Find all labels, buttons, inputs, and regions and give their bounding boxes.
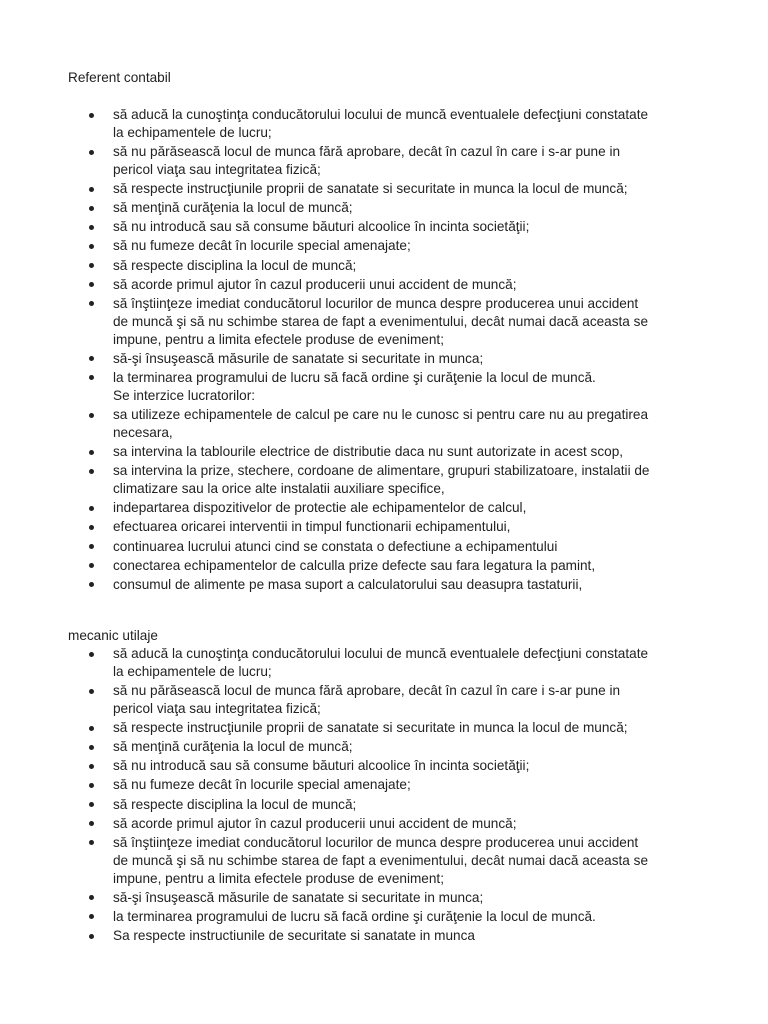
list-item-text: consumul de alimente pe masa suport a calculatorului sau deasupra tastaturii, (113, 576, 583, 592)
bullet-icon (89, 745, 94, 750)
list-item (0, 757, 768, 775)
list-item-text: să înştiinţeze imediat conducătorul locurilor de munca despre producerea unui accident de muncă şi să nu schimbe starea de fapt a evenimentului, decât numai dacă aceasta se impune, pentru a limita efectele produse de eveniment; (113, 834, 649, 886)
list-item (0, 237, 768, 255)
list-item (0, 557, 768, 575)
list-item (0, 199, 768, 217)
list-item-text: Sa respecte instructiunile de securitate si sanatate in munca (113, 928, 475, 944)
list-item (0, 143, 768, 179)
list-item (0, 406, 768, 442)
list-item-text: să-şi însuşească măsurile de sanatate si securitate in munca; (113, 350, 484, 366)
bullet-icon (89, 895, 94, 900)
list-item (0, 218, 768, 236)
list-item-text: să aducă la cunoştinţa conducătorului locului de muncă eventualele defecţiuni constatate la echipamentele de lucru; (113, 646, 649, 679)
bullet-icon (89, 506, 94, 511)
list-item (0, 927, 768, 945)
bullet-icon (89, 450, 94, 455)
list-item (0, 443, 768, 461)
bullet-icon (89, 301, 94, 306)
list-item (0, 776, 768, 794)
list-item (0, 815, 768, 833)
list-item (0, 106, 768, 142)
list-item-text: să nu introducă sau să consume băuturi alcoolice în incinta societăţii; (113, 758, 530, 774)
list-item (0, 295, 768, 349)
bullet-icon (89, 282, 94, 287)
bullet-icon (89, 187, 94, 192)
bullet-icon (89, 263, 94, 268)
bullet-icon (89, 375, 94, 380)
list-item-text: să respecte disciplina la locul de muncă; (113, 257, 357, 273)
list-item (0, 499, 768, 517)
list-item-text: să nu fumeze decât în locurile special amenajate; (113, 777, 411, 793)
list-item-text: sa intervina la prize, stechere, cordoane de alimentare, grupuri stabilizatoare, instalatii de climatizare sau la orice alte instalatii auxiliare specifice, (113, 463, 650, 497)
list-item (0, 462, 768, 498)
list-item (0, 538, 768, 556)
list-item (0, 908, 768, 926)
list-item-text: să-şi însuşească măsurile de sanatate si securitate in munca; (113, 889, 484, 905)
list-item-text: efectuarea oricarei interventii in timpul functionarii echipamentului, (113, 519, 511, 535)
list-item-text: continuarea lucrului atunci cind se constata o defectiune a echipamentului (113, 538, 558, 554)
bullet-icon (89, 113, 94, 118)
list-item-text: să respecte instrucţiunile proprii de sanatate si securitate in munca la locul de muncă; (113, 181, 628, 197)
list-item (0, 576, 768, 594)
list-item (0, 257, 768, 275)
bullet-icon (89, 840, 94, 845)
bullet-icon (89, 764, 94, 769)
list-item (0, 834, 768, 888)
list-item-text: să acorde primul ajutor în cazul producerii unui accident de muncă; (113, 815, 517, 831)
list-item (0, 738, 768, 756)
bullet-icon (89, 150, 94, 155)
bullet-icon (89, 783, 94, 788)
bullet-icon (89, 206, 94, 211)
list-item-text: indepartarea dispozitivelor de protectie ale echipamentelor de calcul, (113, 500, 527, 516)
bullet-icon (89, 652, 94, 657)
section-title-mecanic-utilaje: mecanic utilaje (68, 628, 158, 643)
list-item-text: conectarea echipamentelor de calculla prize defecte sau fara legatura la pamint, (113, 557, 596, 573)
list-item (0, 180, 768, 198)
bullet-icon (89, 726, 94, 731)
list-item-text: să acorde primul ajutor în cazul producerii unui accident de muncă; (113, 276, 517, 292)
bullet-icon (89, 356, 94, 361)
list-item-text: să nu părăsească locul de munca fără aprobare, decât în cazul în care i s-ar pune in pericol viaţa sau integritatea fizică; (113, 683, 621, 717)
section-title-referent-contabil: Referent contabil (68, 70, 171, 85)
list-item-text: la terminarea programului de lucru să facă ordine şi curăţenie la locul de muncă. (113, 908, 596, 924)
list-item (0, 796, 768, 814)
bullet-icon (89, 821, 94, 826)
list-item-text: la terminarea programului de lucru să facă ordine şi curăţenie la locul de muncă. Se interzice lucratorilor: (113, 369, 596, 403)
list-item-text: sa utilizeze echipamentele de calcul pe care nu le cunosc si pentru care nu au pregatirea necesara, (113, 407, 649, 441)
bullet-icon (89, 244, 94, 249)
list-item-text: să respecte disciplina la locul de muncă; (113, 796, 357, 812)
list-item (0, 276, 768, 294)
bullet-icon (89, 563, 94, 568)
bullet-icon (89, 914, 94, 919)
bullet-icon (89, 544, 94, 549)
list-item-text: să nu introducă sau să consume băuturi alcoolice în incinta societăţii; (113, 219, 530, 235)
list-item-text: să aducă la cunoştinţa conducătorului locului de muncă eventualele defecţiuni constatate la echipamentele de lucru; (113, 107, 649, 140)
bullet-icon (89, 469, 94, 474)
bullet-icon (89, 525, 94, 530)
bullet-icon (89, 689, 94, 694)
bullet-icon (89, 802, 94, 807)
list-item (0, 645, 768, 681)
list-item (0, 518, 768, 536)
bullet-icon (89, 934, 94, 939)
list-item-text: să nu părăsească locul de munca fără aprobare, decât în cazul în care i s-ar pune in pericol viaţa sau integritatea fizică; (113, 144, 621, 178)
bullet-icon (89, 582, 94, 587)
bullet-icon (89, 413, 94, 418)
duties-list-mecanic-utilaje (0, 645, 768, 946)
bullet-icon (89, 225, 94, 230)
list-item-text: să nu fumeze decât în locurile special amenajate; (113, 238, 411, 254)
list-item-text: sa intervina la tablourile electrice de distributie daca nu sunt autorizate in acest scop, (113, 444, 624, 460)
list-item (0, 369, 768, 405)
list-item (0, 889, 768, 907)
list-item-text: să respecte instrucţiunile proprii de sanatate si securitate in munca la locul de muncă; (113, 720, 628, 736)
list-item (0, 682, 768, 718)
duties-list-referent-contabil (0, 106, 768, 595)
list-item-text: să menţină curăţenia la locul de muncă; (113, 200, 353, 216)
list-item (0, 719, 768, 737)
list-item-text: să menţină curăţenia la locul de muncă; (113, 739, 353, 755)
list-item-text: să înştiinţeze imediat conducătorul locurilor de munca despre producerea unui accident de muncă şi să nu schimbe starea de fapt a evenimentului, decât numai dacă aceasta se impune, pentru a limita efectele produse de eveniment; (113, 295, 649, 347)
list-item (0, 350, 768, 368)
